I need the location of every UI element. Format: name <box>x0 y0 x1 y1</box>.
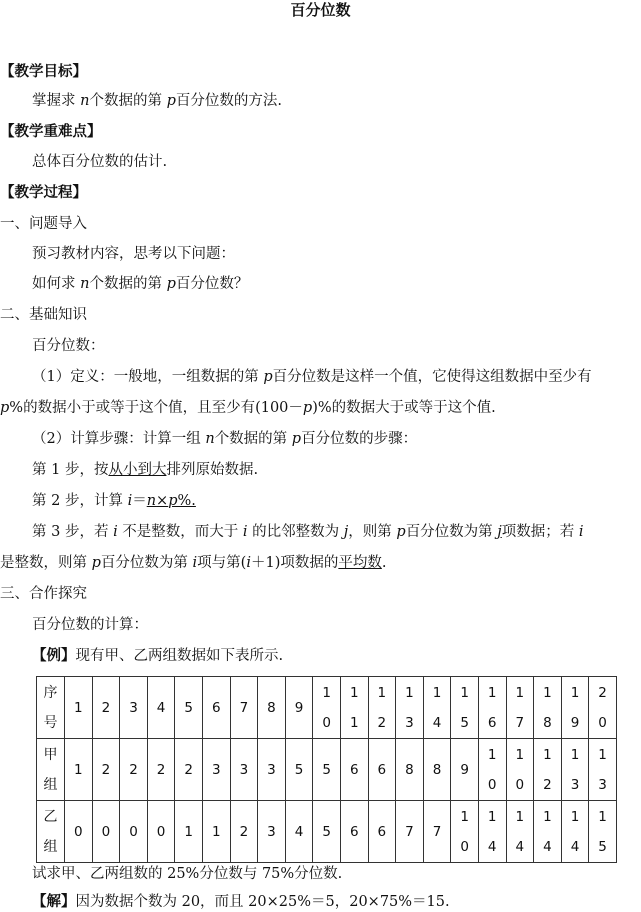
section-key-points: 【教学重难点】 <box>0 123 102 140</box>
table-cell: 1 4 <box>423 677 451 739</box>
table-cell: 9 <box>451 739 479 801</box>
table-cell: 9 <box>285 677 313 739</box>
table-cell: 2 <box>230 801 258 863</box>
table-cell: 7 <box>423 801 451 863</box>
table-cell: 1 0 <box>506 739 534 801</box>
table-cell: 1 4 <box>561 801 589 863</box>
definition-line-1: （1）定义：一般地，一组数据的第 p百分位数是这样一个值，它使得这组数据中至少有 <box>32 369 592 385</box>
table-cell: 8 <box>258 677 286 739</box>
step-1: 第 1 步，按从小到大排列原始数据. <box>32 462 259 478</box>
table-cell: 1 6 <box>478 677 506 739</box>
table-cell: 1 <box>202 801 230 863</box>
table-cell: 1 5 <box>451 677 479 739</box>
table-cell: 0 <box>92 801 120 863</box>
step-3-line-1: 第 3 步，若 i 不是整数，而大于 i 的比邻整数为 j，则第 p百分位数为第 j项数据；若 i <box>32 524 584 540</box>
definition-line-2: p%的数据小于或等于这个值，且至少有(100－p)%的数据大于或等于这个值. <box>0 400 496 416</box>
heading-intro: 一、问题导入 <box>0 216 87 232</box>
heading-basics: 二、基础知识 <box>0 307 87 323</box>
table-cell: 6 <box>368 801 396 863</box>
table-cell: 3 <box>230 739 258 801</box>
section-objectives: 【教学目标】 <box>0 63 87 80</box>
table-cell: 5 <box>175 677 203 739</box>
table-cell: 1 <box>65 739 93 801</box>
table-cell: 3 <box>258 801 286 863</box>
table-cell: 6 <box>202 677 230 739</box>
intro-preview: 预习教材内容，思考以下问题： <box>32 246 235 262</box>
table-cell: 6 <box>340 739 368 801</box>
question-line: 试求甲、乙两组数的 25%分位数与 75%分位数. <box>32 866 343 882</box>
table-cell: 1 4 <box>478 801 506 863</box>
table-cell: 8 <box>396 739 424 801</box>
table-cell: 2 <box>92 677 120 739</box>
table-cell: 3 <box>202 739 230 801</box>
objectives-text: 掌握求 n个数据的第 p百分位数的方法. <box>32 93 282 109</box>
table-row-jia <box>37 739 617 801</box>
table-row-index <box>37 677 617 739</box>
page-title: 百分位数 <box>290 1 351 19</box>
table-cell: 1 4 <box>506 801 534 863</box>
table-cell: 3 <box>120 677 148 739</box>
table-cell: 1 0 <box>478 739 506 801</box>
intro-question: 如何求 n个数据的第 p百分位数？ <box>32 276 249 292</box>
table-cell: 3 <box>258 739 286 801</box>
table-cell: 1 2 <box>534 739 562 801</box>
table-cell: 1 7 <box>506 677 534 739</box>
step-2: 第 2 步，计算 i＝n×p%. <box>32 493 196 509</box>
table-cell: 1 8 <box>534 677 562 739</box>
table-cell: 1 0 <box>451 801 479 863</box>
table-cell: 5 <box>313 739 341 801</box>
table-cell: 0 <box>120 801 148 863</box>
table-cell: 2 <box>120 739 148 801</box>
row-header: 乙 组 <box>37 801 65 863</box>
table-cell: 1 3 <box>396 677 424 739</box>
row-header: 序 号 <box>37 677 65 739</box>
table-cell: 1 1 <box>340 677 368 739</box>
table-cell: 7 <box>396 801 424 863</box>
step-3-line-2: 是整数，则第 p百分位数为第 i项与第(i＋1)项数据的平均数. <box>0 555 387 571</box>
table-cell: 2 <box>92 739 120 801</box>
basics-label: 百分位数： <box>32 338 105 354</box>
data-table <box>36 676 617 863</box>
table-cell: 1 9 <box>561 677 589 739</box>
calc-steps-intro: （2）计算步骤：计算一组 n个数据的第 p百分位数的步骤： <box>32 431 418 447</box>
table-cell: 1 <box>65 677 93 739</box>
table-cell: 2 <box>175 739 203 801</box>
table-cell: 1 0 <box>313 677 341 739</box>
table-cell: 2 0 <box>589 677 617 739</box>
table-cell: 2 <box>147 739 175 801</box>
table-cell: 1 5 <box>589 801 617 863</box>
table-cell: 1 4 <box>534 801 562 863</box>
table-cell: 7 <box>230 677 258 739</box>
table-cell: 0 <box>65 801 93 863</box>
table-cell: 1 <box>175 801 203 863</box>
table-cell: 5 <box>313 801 341 863</box>
table-cell: 4 <box>147 677 175 739</box>
section-process: 【教学过程】 <box>0 184 87 201</box>
table-cell: 5 <box>285 739 313 801</box>
table-cell: 1 3 <box>561 739 589 801</box>
key-points-text: 总体百分位数的估计. <box>32 154 168 170</box>
example-line: 【例】现有甲、乙两组数据如下表所示. <box>32 647 284 664</box>
table-cell: 6 <box>340 801 368 863</box>
table-cell: 4 <box>285 801 313 863</box>
heading-explore: 三、合作探究 <box>0 586 87 602</box>
table-cell: 1 2 <box>368 677 396 739</box>
table-cell: 6 <box>368 739 396 801</box>
table-cell: 0 <box>147 801 175 863</box>
table-cell: 1 3 <box>589 739 617 801</box>
row-header: 甲 组 <box>37 739 65 801</box>
table-cell: 8 <box>423 739 451 801</box>
solution-line: 【解】因为数据个数为 20，而且 20×25%＝5，20×75%＝15. <box>32 893 450 910</box>
explore-label: 百分位数的计算： <box>32 617 148 633</box>
table-row-yi <box>37 801 617 863</box>
